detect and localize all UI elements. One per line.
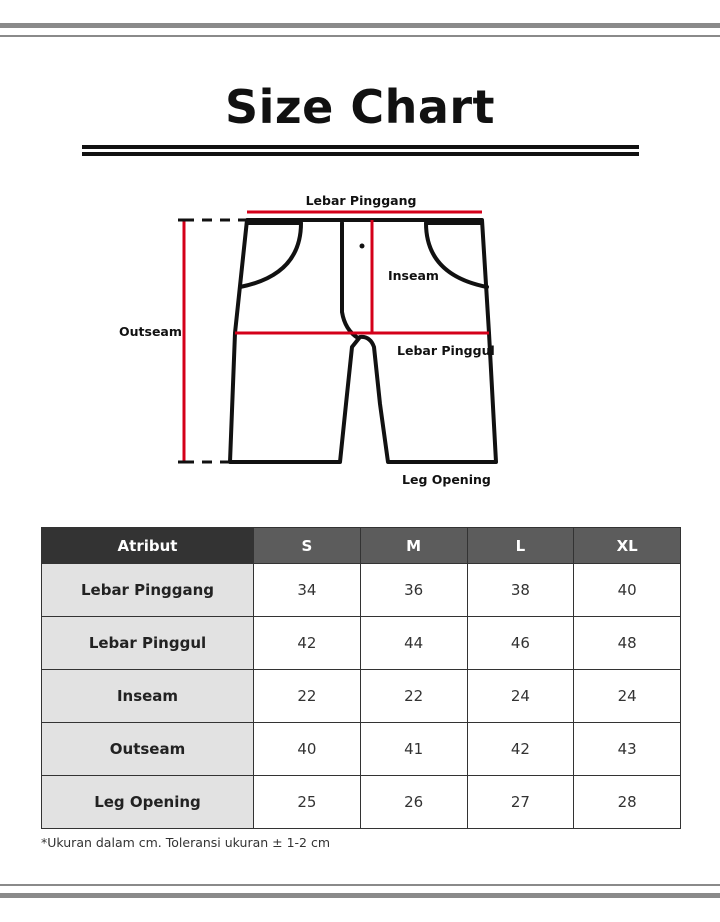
table-row: [42, 617, 681, 670]
cell-value: 43: [574, 723, 681, 776]
cell-value: 46: [467, 617, 574, 670]
header-attribute: Atribut: [42, 528, 254, 564]
table-row: [42, 723, 681, 776]
cell-value: 40: [254, 723, 361, 776]
header-size-s: S: [254, 528, 361, 564]
cell-value: 41: [360, 723, 467, 776]
cell-value: 24: [574, 670, 681, 723]
bottom-frame-line-thin: [0, 884, 720, 886]
header-size-m: M: [360, 528, 467, 564]
left-pocket: [240, 223, 301, 287]
cell-value: 34: [254, 564, 361, 617]
header-size-xl: XL: [574, 528, 681, 564]
row-label: Lebar Pinggul: [42, 617, 254, 670]
shorts-outline: [230, 220, 496, 462]
fly-stitch: [342, 223, 358, 338]
cell-value: 24: [467, 670, 574, 723]
cell-value: 44: [360, 617, 467, 670]
top-frame-line: [0, 23, 720, 28]
table-row: [42, 564, 681, 617]
label-outseam: Outseam: [119, 324, 182, 339]
top-frame-line-thin: [0, 35, 720, 37]
table-row: [42, 776, 681, 829]
cell-value: 42: [254, 617, 361, 670]
shorts-diagram: [0, 180, 720, 500]
cell-value: 26: [360, 776, 467, 829]
page-title: Size Chart: [224, 80, 496, 134]
cell-value: 42: [467, 723, 574, 776]
cell-value: 38: [467, 564, 574, 617]
cell-value: 27: [467, 776, 574, 829]
cell-value: 25: [254, 776, 361, 829]
row-label: Leg Opening: [42, 776, 254, 829]
header-size-l: L: [467, 528, 574, 564]
table-row: [42, 670, 681, 723]
cell-value: 40: [574, 564, 681, 617]
label-inseam: Inseam: [388, 268, 439, 283]
size-table: [41, 527, 681, 829]
row-label: Outseam: [42, 723, 254, 776]
row-label: Inseam: [42, 670, 254, 723]
cell-value: 36: [360, 564, 467, 617]
cell-value: 22: [360, 670, 467, 723]
footnote: *Ukuran dalam cm. Toleransi ukuran ± 1-2 cm: [41, 835, 331, 850]
cell-value: 22: [254, 670, 361, 723]
label-waist: Lebar Pinggang: [305, 193, 417, 208]
bottom-frame-line: [0, 893, 720, 898]
title-underline-second: [82, 152, 639, 156]
label-leg-opening: Leg Opening: [402, 472, 491, 487]
table-header-row: [42, 528, 681, 564]
label-hip: Lebar Pinggul: [397, 343, 495, 358]
cell-value: 48: [574, 617, 681, 670]
cell-value: 28: [574, 776, 681, 829]
button-dot: [360, 244, 365, 249]
row-label: Lebar Pinggang: [42, 564, 254, 617]
title-underline: [82, 145, 639, 149]
